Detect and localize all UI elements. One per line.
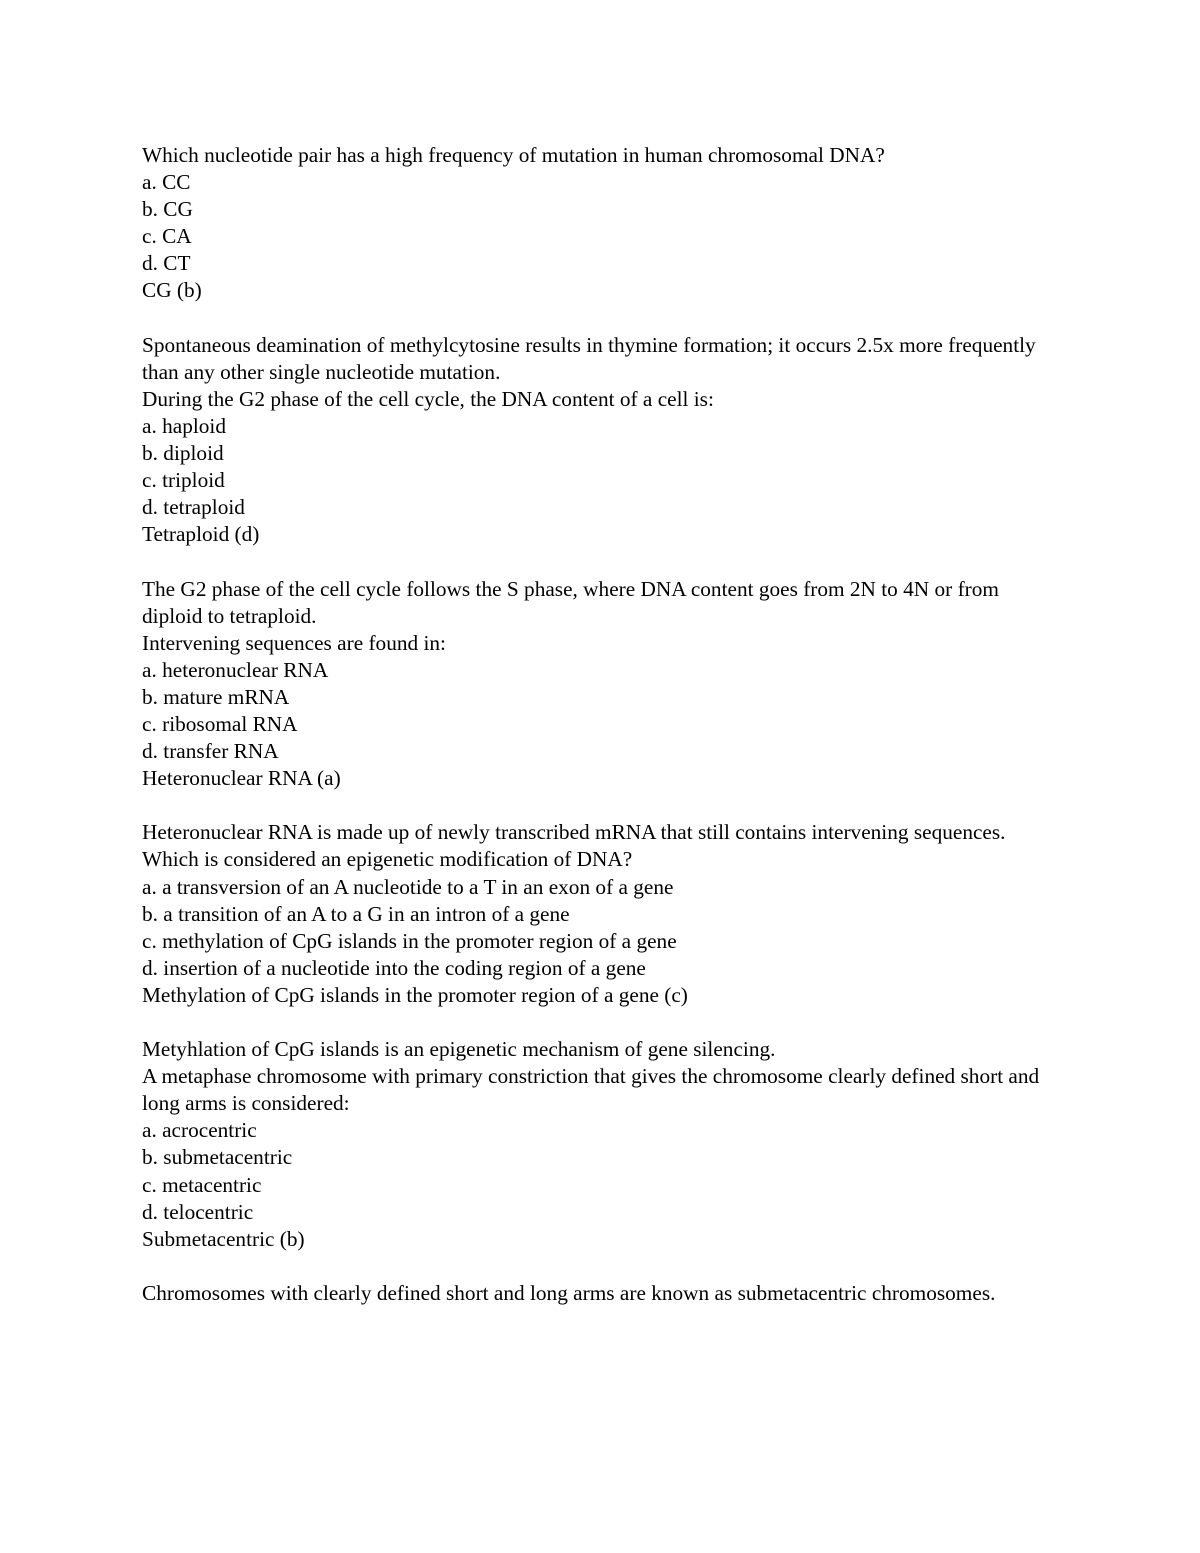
answer-option: a. CC	[142, 170, 191, 195]
question-block	[142, 630, 1062, 847]
question-text: During the G2 phase of the cell cycle, the DNA content of a cell is:	[142, 386, 714, 411]
correct-answer: CG (b)	[142, 278, 202, 303]
question-text: Which nucleotide pair has a high frequency of mutation in human chromosomal DNA?	[142, 143, 885, 167]
answer-option: b. submetacentric	[142, 1145, 293, 1170]
answer-option: b. a transition of an A to a G in an intron of a gene	[142, 901, 570, 926]
paragraph-gap	[142, 305, 1062, 332]
explanation-text: Spontaneous deamination of methylcytosine results in thymine formation; it occurs 2.5x more frequently than any other single nucleotide mutation.	[142, 332, 1036, 384]
answer-option: a. a transversion of an A nucleotide to a T in an exon of a gene	[142, 874, 674, 899]
answer-option: c. ribosomal RNA	[142, 711, 298, 736]
answer-option: d. telocentric	[142, 1199, 254, 1224]
answer-option: c. methylation of CpG islands in the promoter region of a gene	[142, 928, 677, 953]
question-block	[142, 1063, 1062, 1307]
answer-option: c. CA	[142, 224, 192, 249]
answer-option: d. insertion of a nucleotide into the coding region of a gene	[142, 955, 646, 980]
explanation-text: The G2 phase of the cell cycle follows the S phase, where DNA content goes from 2N to 4N or from diploid to tetraploid.	[142, 576, 999, 628]
question-block	[142, 846, 1062, 1063]
answer-option: c. metacentric	[142, 1172, 262, 1197]
answer-option: a. heteronuclear RNA	[142, 657, 329, 682]
explanation-text: Chromosomes with clearly defined short and long arms are known as submetacentric chromosomes.	[142, 1280, 996, 1305]
question-text: Intervening sequences are found in:	[142, 630, 446, 655]
answer-option: d. tetraploid	[142, 495, 245, 520]
question-text: A metaphase chromosome with primary constriction that gives the chromosome clearly defined short and long arms is considered:	[142, 1064, 1040, 1116]
paragraph-gap	[142, 1253, 1062, 1280]
correct-answer: Tetraploid (d)	[142, 522, 260, 547]
answer-option: d. CT	[142, 251, 191, 276]
paragraph-gap	[142, 792, 1062, 819]
answer-option: a. acrocentric	[142, 1118, 257, 1143]
question-text: Which is considered an epigenetic modification of DNA?	[142, 847, 633, 872]
answer-option: d. transfer RNA	[142, 739, 279, 764]
explanation-text: Metyhlation of CpG islands is an epigenetic mechanism of gene silencing.	[142, 1037, 776, 1062]
answer-option: b. diploid	[142, 441, 224, 466]
question-block	[142, 386, 1062, 630]
paragraph-gap	[142, 1009, 1062, 1036]
answer-option: a. haploid	[142, 413, 226, 438]
document-page	[142, 142, 1062, 1307]
correct-answer: Methylation of CpG islands in the promoter region of a gene (c)	[142, 982, 688, 1007]
correct-answer: Submetacentric (b)	[142, 1226, 305, 1251]
answer-option: b. CG	[142, 197, 193, 222]
correct-answer: Heteronuclear RNA (a)	[142, 766, 341, 791]
paragraph-gap	[142, 548, 1062, 575]
answer-option: c. triploid	[142, 468, 225, 493]
question-block	[142, 142, 1062, 386]
answer-option: b. mature mRNA	[142, 684, 290, 709]
explanation-text: Heteronuclear RNA is made up of newly transcribed mRNA that still contains intervening sequences.	[142, 820, 1006, 845]
